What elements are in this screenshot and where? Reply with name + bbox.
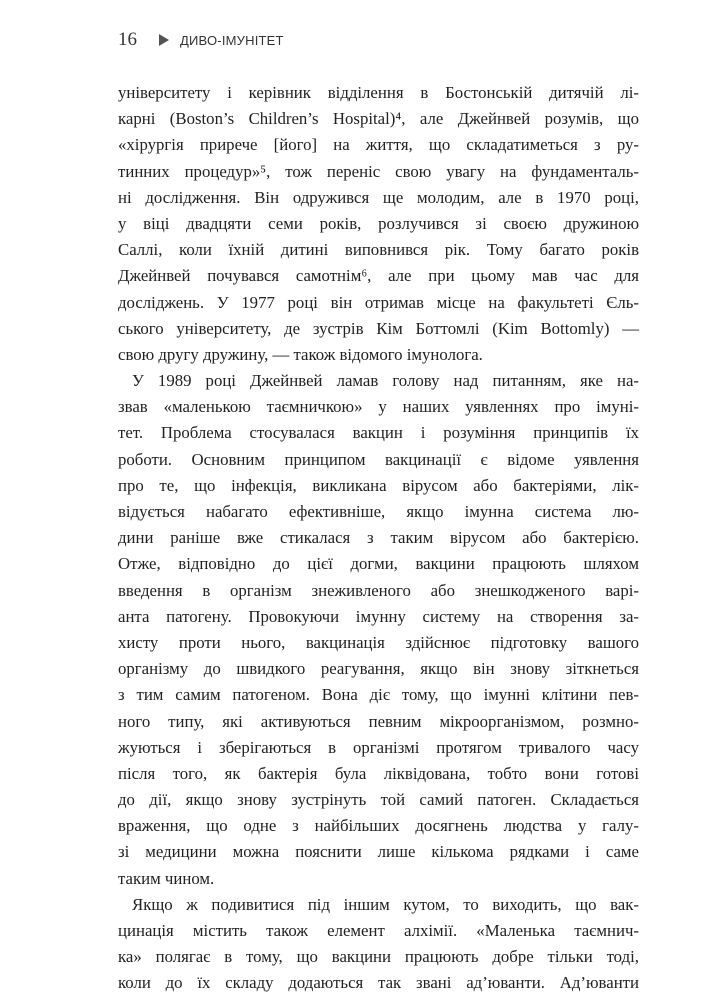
text-line: ського університету, де зустрів Кім Боттомлі (Kim Bottomly) — — [118, 318, 639, 338]
text-line: після того, як бактерія була ліквідована, тобто вони готові — [118, 763, 639, 783]
text-line: Якщо ж подивитися під іншим кутом, то виходить, що вак- — [132, 894, 639, 914]
text-line: У 1989 році Джейнвей ламав голову над питанням, яке на- — [132, 371, 639, 391]
text-line: ного типу, які активуються певним мікроорганізмом, розмно- — [118, 711, 639, 731]
triangle-arrow-icon — [159, 34, 169, 46]
text-line: відується набагато ефективніше, якщо імунна система лю- — [118, 502, 639, 521]
text-line: анта патогену. Провокуючи імунну систему на створення за- — [118, 606, 639, 626]
text-line: університету і керівник відділення в Бостонській дитячій лі- — [118, 83, 639, 102]
page-number: 16 — [118, 29, 137, 50]
text-line: карні (Boston’s Children’s Hospital)⁴, але Джейнвей розумів, що — [118, 109, 639, 129]
text-line: до дії, якщо знову зустрінуть той самий патоген. Складається — [118, 790, 639, 810]
text-line: цинація містить також елемент алхімії. «Маленька таємнич- — [118, 921, 639, 940]
text-line: зі медицини можна пояснити лише кількома рядками і саме — [118, 842, 639, 862]
paragraph-1 — [118, 80, 639, 368]
text-line: ка» полягає в тому, що вакцини працюють добре тільки тоді, — [118, 947, 639, 967]
text-line: про те, що інфекція, викликана вірусом або бактеріями, лік- — [118, 475, 639, 495]
text-line: з тим самим патогеном. Вона діє тому, що імунні клітини пев- — [118, 685, 639, 705]
text-line: свою другу дружину, — також відомого імунолога. — [118, 344, 483, 364]
text-line: організму до швидкого реагування, якщо він знову зіткнеться — [118, 659, 639, 679]
text-line: у віці двадцяти семи років, розлучився зі своєю дружиною — [118, 213, 639, 233]
paragraph-3 — [118, 892, 639, 997]
text-line: звав «маленькою таємничкою» у наших уявленнях про імуні- — [118, 397, 639, 417]
paragraph-2 — [118, 368, 639, 892]
text-line: враження, що одне з найбільших досягнень людства у галу- — [118, 816, 639, 836]
text-line: тет. Проблема стосувалася вакцин і розуміння принципів їх — [118, 423, 639, 443]
text-line: досліджень. У 1977 році він отримав місце на факультеті Єль- — [118, 292, 639, 312]
text-line: Отже, відповідно до цієї догми, вакцини працюють шляхом — [118, 554, 639, 574]
text-line: Джейнвей почувався самотнім⁶, але при цьому мав час для — [118, 266, 639, 286]
text-line: Саллі, коли їхній дитині виповнився рік. Тому багато років — [118, 240, 639, 260]
book-title: ДИВО-ІМУНІТЕТ — [180, 32, 284, 48]
text-line: «хірургія приречe [його] на життя, що складатиметься з ру- — [118, 135, 639, 155]
text-line: введення в організм знеживленого або знешкодженого варі- — [118, 580, 639, 600]
text-line: ні дослідження. Він одружився ще молодим, але в 1970 році, — [118, 187, 639, 207]
text-line: тинних процедур»⁵, тож переніс свою увагу на фундаменталь- — [118, 161, 639, 181]
text-line: таким чином. — [118, 868, 215, 888]
body-text — [118, 80, 639, 997]
text-line: хисту проти нього, вакцинація здійснює підготовку вашого — [118, 632, 639, 652]
text-line: коли до їх складу додаються так звані ад’юванти. Ад’юванти — [118, 973, 639, 993]
text-line: жуються і зберігаються в організмі протягом тривалого часу — [118, 737, 639, 757]
text-line: дини раніше вже стикалася з таким вірусом або бактерією. — [118, 528, 639, 548]
running-head — [118, 27, 284, 53]
text-line: роботи. Основним принципом вакцинації є відоме уявлення — [118, 449, 639, 469]
